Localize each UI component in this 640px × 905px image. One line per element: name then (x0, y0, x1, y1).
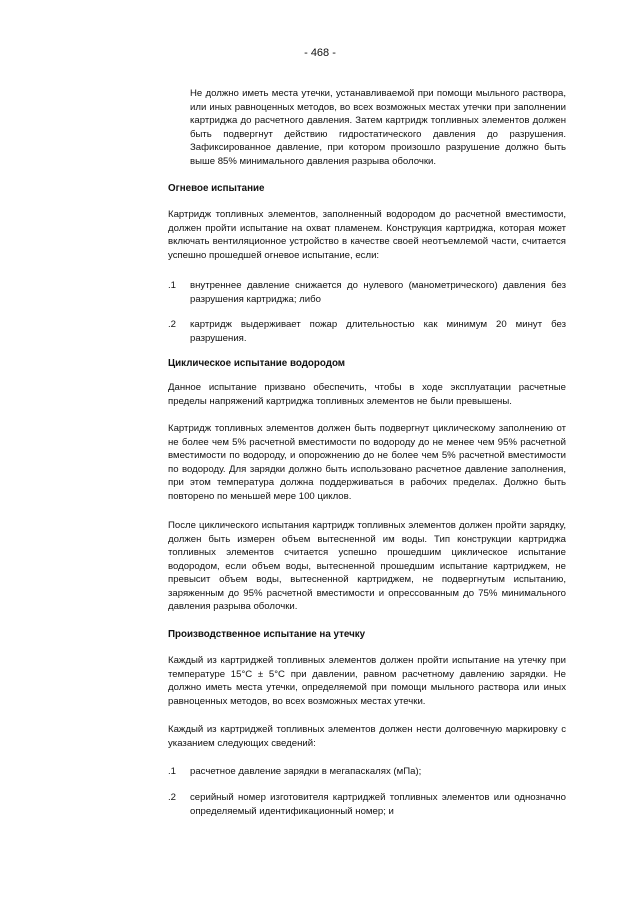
list-item-number: .2 (168, 319, 177, 330)
section-paragraph: Каждый из картриджей топливных элементов должен нести долговечную маркировку с указанием следующих сведений: (168, 724, 566, 749)
section-paragraph: Картридж топливных элементов, заполненный водородом до расчетной вместимости, должен пройти испытание на охват пламенем. Конструкция картриджа, которая может включать вентиляционное устройство в качестве своей неотъемлемой части, считается успешно прошедшей огневое испытание, если: (168, 209, 566, 261)
page-number: - 468 - (304, 47, 336, 59)
section-heading-fire-test: Огневое испытание (168, 183, 265, 194)
list-item-text: расчетное давление зарядки в мегапаскалях (мПа); (190, 766, 422, 777)
list-item-text: картридж выдерживает пожар длительностью как минимум 20 минут без разрушения. (190, 319, 566, 344)
list-item-text: серийный номер изготовителя картриджей топливных элементов или однозначно определяемый идентификационный номер; и (190, 792, 566, 817)
section-heading-production-leak-test: Производственное испытание на утечку (168, 629, 366, 640)
section-paragraph: Каждый из картриджей топливных элементов должен пройти испытание на утечку при температуре 15°С ± 5°С при давлении, равном расчетному давлению зарядки. Не должно иметь места утечки, определяемой при помощи мыльного раствора или иных равноценных методов, во всех возможных местах утечки. (168, 655, 566, 707)
section-paragraph: Картридж топливных элементов должен быть подвергнут циклическому заполнению от не более чем 5% расчетной вместимости по водороду до не менее чем 95% расчетной вместимости по водороду, и опорожнению до не более чем 5% расчетной вместимости по водороду. Для зарядки должно быть использовано расчетное давление заполнения, при этом температура должна поддерживаться в рабочих пределах. Должно быть повторено по меньшей мере 100 циклов. (168, 423, 566, 502)
list-item-number: .2 (168, 792, 177, 803)
list-item-text: внутреннее давление снижается до нулевого (манометрического) давления без разрушения картриджа; либо (190, 280, 566, 305)
list-item-number: .1 (168, 280, 177, 291)
section-heading-hydrogen-cycle-test: Циклическое испытание водородом (168, 358, 346, 369)
list-item-number: .1 (168, 766, 177, 777)
section-paragraph: Данное испытание призвано обеспечить, чтобы в ходе эксплуатации расчетные пределы напряжений картриджа топливных элементов не были превышены. (168, 382, 566, 407)
intro-paragraph: Не должно иметь места утечки, устанавливаемой при помощи мыльного раствора, или иных равноценных методов, во всех возможных местах утечки при заполнении картриджа до расчетного давления. Затем картридж топливных элементов должен быть подвергнут действию гидростатического давления до разрушения. Зафиксированное давление, при котором произошло разрушение должно быть выше 85% минимального давления разрыва оболочки. (190, 88, 566, 167)
section-paragraph: После циклического испытания картридж топливных элементов должен пройти зарядку, должен быть измерен объем вытесненной им воды. Тип конструкции картриджа топливных элементов считается успешно прошедшим циклическое испытание водородом, если объем воды, вытесненной прошедшим испытание картриджем, не превысит объем воды, вытесненной картриджем, не подвергнутым испытанию, заряженным до 95% расчетной вместимости и опрессованным до 75% минимального давления разрыва оболочки. (168, 520, 566, 612)
